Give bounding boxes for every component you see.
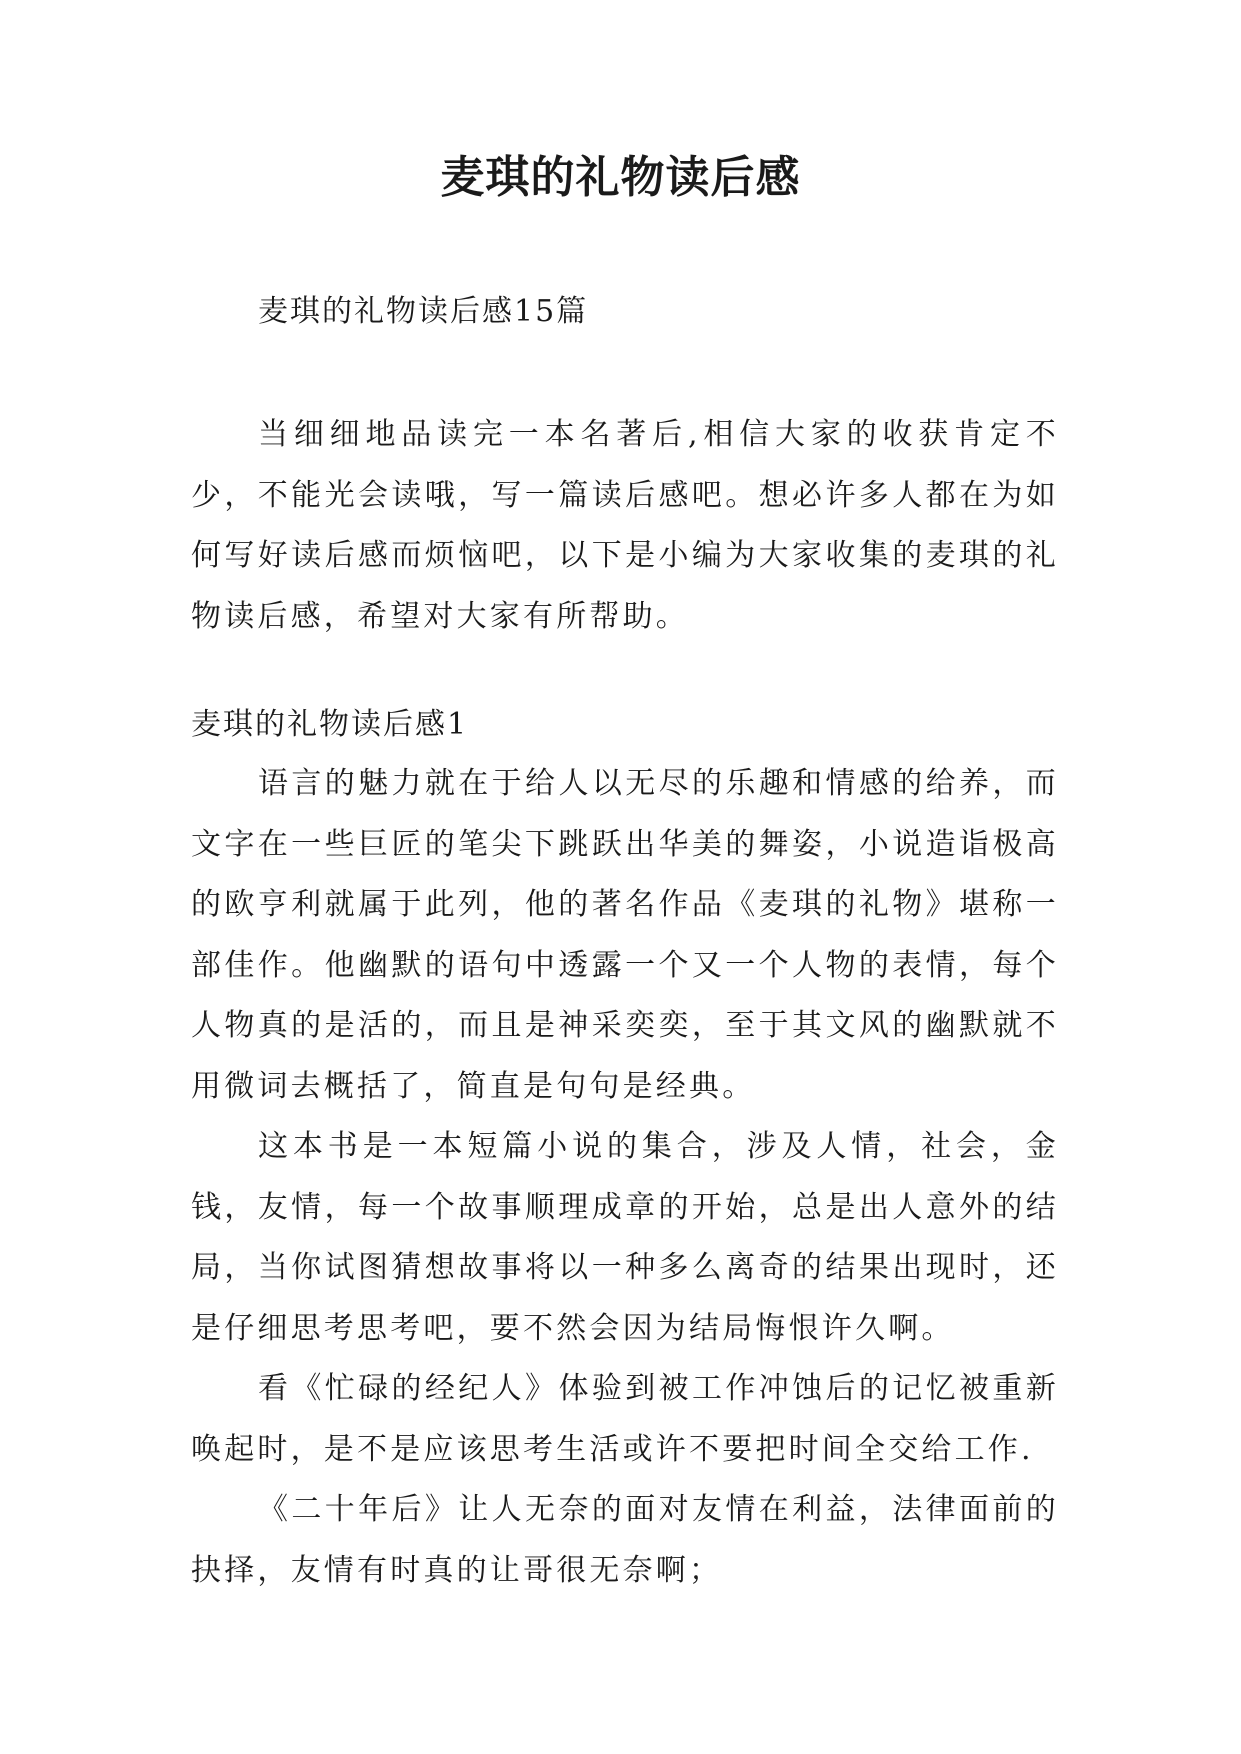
body-paragraph: 语言的魅力就在于给人以无尽的乐趣和情感的给养，而文字在一些巨匠的笔尖下跳跃出华美的舞姿，小说造诣极高的欧亨利就属于此列，他的著名作品《麦琪的礼物》堪称一部佳作。他幽默的语句中透露一个又一个人物的表情，每个人物真的是活的，而且是神采奕奕，至于其文风的幽默就不用微词去概括了，简直是句句是经典。 [191,766,1059,1104]
intro-paragraph: 当细细地品读完一本名著后,相信大家的收获肯定不少，不能光会读哦，写一篇读后感吧。想必许多人都在为如何写好读后感而烦恼吧，以下是小编为大家收集的麦琪的礼物读后感，希望对大家有所帮助。 [191,417,1059,634]
section-body [191,754,1059,1601]
document-subtitle: 麦琪的礼物读后感15篇 [258,294,589,329]
document-title: 麦琪的礼物读后感 [440,152,801,203]
body-paragraph: 《二十年后》让人无奈的面对友情在利益，法律面前的抉择，友情有时真的让哥很无奈啊； [191,1492,1059,1588]
section-heading: 麦琪的礼物读后感1 [191,707,469,742]
body-paragraph: 看《忙碌的经纪人》体验到被工作冲蚀后的记忆被重新唤起时，是不是应该思考生活或许不要把时间全交给工作. [191,1371,1059,1467]
body-paragraph: 这本书是一本短篇小说的集合，涉及人情，社会，金钱，友情，每一个故事顺理成章的开始，总是出人意外的结局，当你试图猜想故事将以一种多么离奇的结果出现时，还是仔细思考思考吧，要不然会因为结局悔恨许久啊。 [191,1129,1059,1346]
